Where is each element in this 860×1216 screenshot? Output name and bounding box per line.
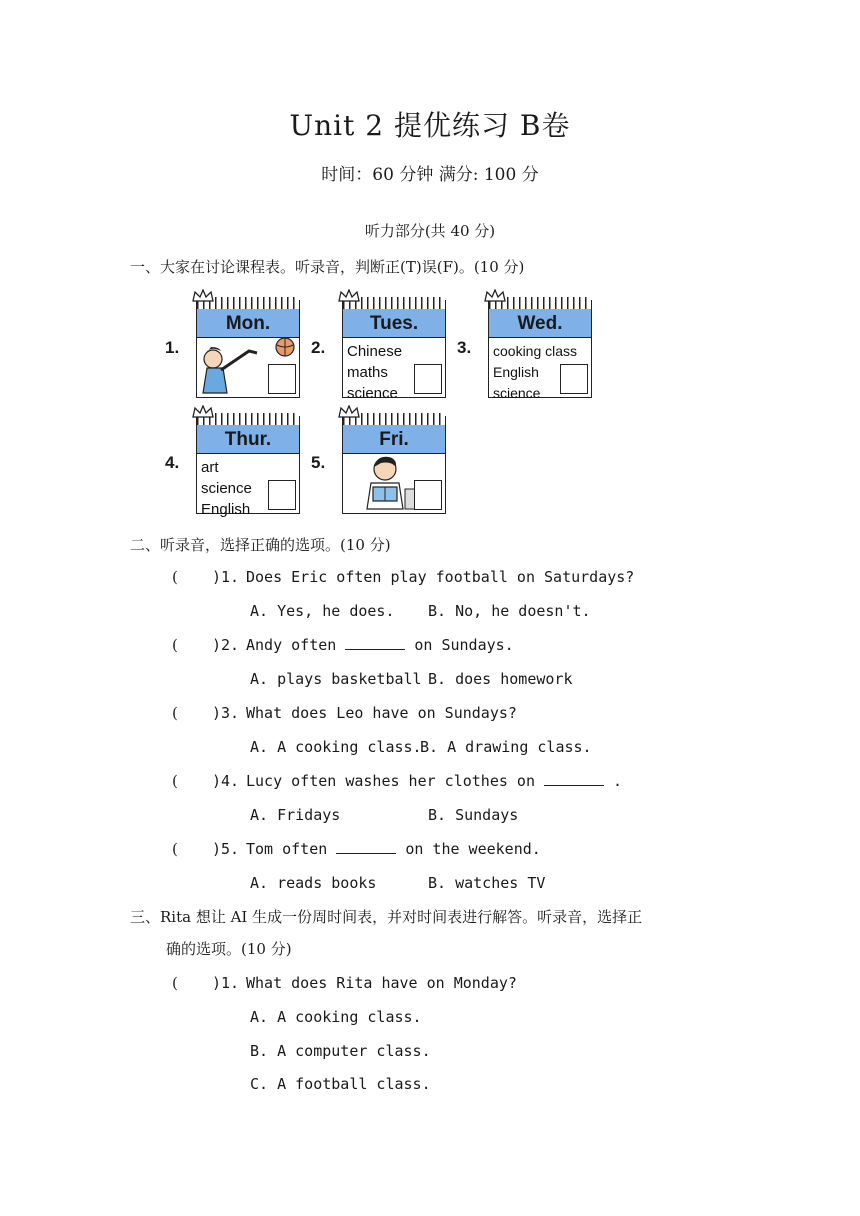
answer-box[interactable]	[414, 480, 442, 510]
question-text-before: Lucy often washes her clothes on	[246, 772, 535, 790]
question-text-before: Andy often	[246, 636, 337, 654]
listening-header: 听力部分(共 40 分)	[364, 222, 496, 240]
fill-blank[interactable]	[336, 841, 396, 854]
page-title: Unit 2 提优练习 B卷	[289, 109, 571, 142]
question-number: )2.	[212, 636, 240, 654]
question-text-after: on Sundays.	[414, 636, 514, 654]
subject-list	[347, 341, 402, 404]
calendar-card-fri	[342, 416, 446, 514]
crown-icon	[191, 289, 215, 303]
section2-heading: 二、听录音，选择正确的选项。(10 分)	[130, 536, 391, 554]
question-text: What does Leo have on Sundays?	[246, 704, 517, 722]
calendar-day: Mon.	[197, 309, 299, 338]
question-number: )3.	[212, 704, 240, 722]
calendar-day: Fri.	[343, 425, 445, 454]
question-text	[246, 840, 541, 858]
card-number: 5.	[311, 453, 326, 472]
card-number: 2.	[311, 338, 326, 357]
answer-paren[interactable]: (	[172, 636, 178, 654]
answer-paren[interactable]: (	[172, 568, 178, 586]
fill-blank[interactable]	[544, 773, 604, 786]
option-b[interactable]: B. does homework	[428, 670, 573, 688]
boy-reading-illustration	[357, 453, 417, 511]
answer-box[interactable]	[560, 364, 588, 394]
subject: maths	[347, 364, 388, 381]
subject: Chinese	[347, 343, 403, 360]
option-b[interactable]: B. A computer class.	[250, 1042, 431, 1060]
answer-paren[interactable]: (	[172, 974, 178, 992]
question-text-after: .	[613, 772, 623, 790]
question-number: )1.	[212, 568, 240, 586]
option-a[interactable]: A. Yes, he does.	[250, 602, 395, 620]
calendar-card-tues	[342, 300, 446, 402]
question-text-after: on the weekend.	[405, 840, 541, 858]
option-a[interactable]: A. Fridays	[250, 806, 341, 824]
crown-icon	[337, 289, 361, 303]
subject: English	[493, 364, 539, 380]
question-text: Does Eric often play football on Saturdays?	[246, 568, 635, 586]
subject: science	[493, 385, 541, 401]
card-number: 3.	[457, 338, 472, 357]
subject: cooking class	[493, 343, 578, 359]
option-a[interactable]: A. A cooking class.	[250, 738, 422, 756]
section3-heading: 三、Rita 想让 AI 生成一份周时间表，并对时间表进行解答。听录音，选择正	[130, 908, 643, 926]
answer-box[interactable]	[414, 364, 442, 394]
answer-paren[interactable]: (	[172, 840, 178, 858]
calendar-day: Thur.	[197, 425, 299, 454]
option-c[interactable]: C. A football class.	[250, 1075, 431, 1093]
crown-icon	[483, 289, 507, 303]
question-number: )4.	[212, 772, 240, 790]
option-a[interactable]: A. A cooking class.	[250, 1008, 422, 1026]
section1-heading: 一、大家在讨论课程表。听录音，判断正(T)误(F)。(10 分)	[130, 258, 525, 276]
calendar-card-wed	[488, 300, 592, 401]
fill-blank[interactable]	[345, 637, 405, 650]
option-b[interactable]: B. A drawing class.	[420, 738, 592, 756]
subject: English	[201, 501, 251, 518]
subject: science	[347, 385, 398, 402]
crown-icon	[191, 405, 215, 419]
calendar-card-thur	[196, 416, 300, 518]
subject: art	[201, 459, 219, 476]
crown-icon	[337, 405, 361, 419]
question-text: What does Rita have on Monday?	[246, 974, 517, 992]
answer-box[interactable]	[268, 480, 296, 510]
option-b[interactable]: B. Sundays	[428, 806, 519, 824]
calendar-day: Wed.	[489, 309, 591, 338]
answer-paren[interactable]: (	[172, 772, 178, 790]
question-number: )1.	[212, 974, 240, 992]
option-b[interactable]: B. No, he doesn't.	[428, 602, 591, 620]
question-text	[246, 772, 622, 790]
exam-info: 时间：60 分钟 满分: 100 分	[321, 165, 539, 185]
card-number: 1.	[165, 338, 180, 357]
section3-heading-cont: 确的选项。(10 分)	[166, 940, 292, 958]
option-a[interactable]: A. plays basketball	[250, 670, 422, 688]
question-number: )5.	[212, 840, 240, 858]
question-text-before: Tom often	[246, 840, 328, 858]
subject: science	[201, 480, 252, 497]
option-a[interactable]: A. reads books	[250, 874, 377, 892]
calendar-card-mon	[196, 300, 300, 398]
answer-paren[interactable]: (	[172, 704, 178, 722]
calendar-day: Tues.	[343, 309, 445, 338]
card-number: 4.	[165, 453, 180, 472]
answer-box[interactable]	[268, 364, 296, 394]
question-text	[246, 636, 514, 654]
option-b[interactable]: B. watches TV	[428, 874, 546, 892]
subject-list	[201, 457, 252, 520]
